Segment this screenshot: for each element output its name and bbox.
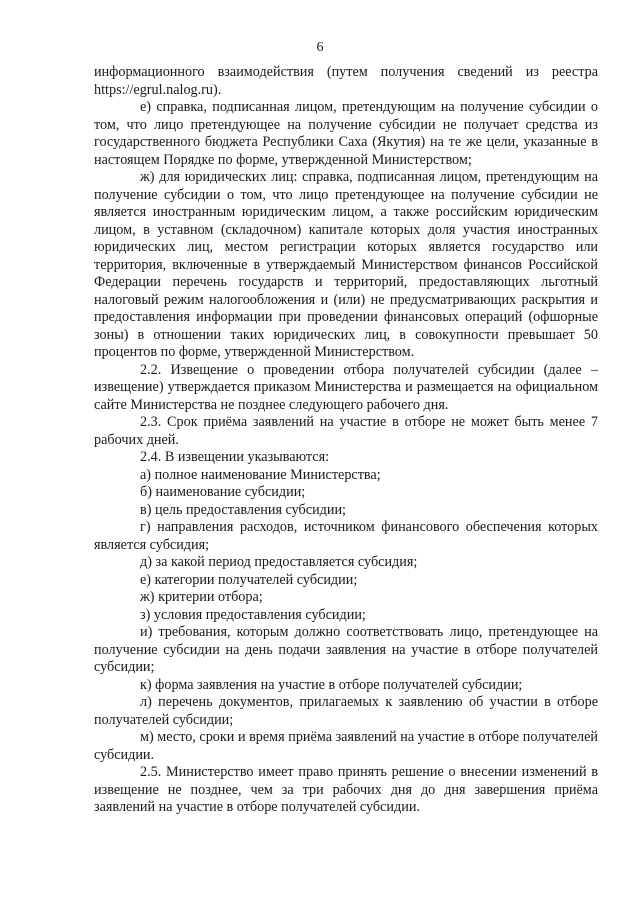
list-item-k: к) форма заявления на участие в отборе получателей субсидии; bbox=[140, 676, 523, 693]
paragraph-2-2: 2.2. Извещение о проведении отбора получателей субсидии (далее – извещение) утверждается приказом Министерства и размещается на официальном сайте Министерства не позднее следующего рабочего дня. bbox=[94, 361, 598, 413]
paragraph-2-5: 2.5. Министерство имеет право принять решение о внесении изменений в извещение не позднее, чем за три рабочих дня до дня завершения приёма заявлений на участие в отборе получателей субсидии. bbox=[94, 764, 598, 815]
page-number: 6 bbox=[316, 40, 324, 55]
list-item-z: з) условия предоставления субсидии; bbox=[140, 606, 366, 623]
list-item-zh: ж) критерии отбора; bbox=[140, 589, 263, 605]
list-item-d: д) за какой период предоставляется субсидия; bbox=[140, 554, 418, 570]
list-item-g: г) направления расходов, источником финансового обеспечения которых является субсидия; bbox=[94, 519, 598, 553]
list-item-b: б) наименование субсидии; bbox=[140, 484, 306, 500]
list-item-l: л) перечень документов, прилагаемых к заявлению об участии в отборе получателей субсидии; bbox=[94, 694, 598, 728]
paragraph-item-e: е) справка, подписанная лицом, претендующим на получение субсидии о том, что лицо претендующее на получение субсидии не получает средства из государственного бюджета Республики Саха (Якутия) на те же цели, указанные в настоящем Порядке по форме, утвержденной Министерством; bbox=[94, 99, 598, 168]
list-item-m: м) место, сроки и время приёма заявлений на участие в отборе получателей субсидии. bbox=[94, 729, 598, 763]
paragraph-2-3: 2.3. Срок приёма заявлений на участие в отборе не может быть менее 7 рабочих дней. bbox=[94, 414, 598, 448]
document-body bbox=[94, 64, 598, 817]
paragraph-2-4: 2.4. В извещении указываются: bbox=[140, 449, 330, 465]
list-item-e: е) категории получателей субсидии; bbox=[140, 571, 358, 588]
list-item-i: и) требования, которым должно соответствовать лицо, претендующее на получение субсидии на день подачи заявления на участие в отборе получателей субсидии; bbox=[94, 624, 598, 675]
paragraph-egrul-continuation: информационного взаимодействия (путем получения сведений из реестра https://egrul.nalog.ru). bbox=[94, 64, 598, 98]
list-item-a: а) полное наименование Министерства; bbox=[140, 466, 381, 483]
paragraph-item-zh: ж) для юридических лиц: справка, подписанная лицом, претендующим на получение субсидии о том, что лицо претендующее на получение субсидии не является иностранным юридическим лицом, а также российским юридическим лицом, в уставном (складочном) капитале которых доля участия иностранных юридических лиц, местом регистрации которых является государство или территория, включенные в утверждаемый Министерством финансов Российской Федерации перечень государств и территорий, предоставляющих льготный налоговый режим налогообложения и (или) не предусматривающих раскрытия и предоставления информации при проведении финансовых операций (офшорные зоны) в отношении таких юридических лиц, в совокупности превышает 50 процентов по форме, утвержденной Министерством. bbox=[94, 169, 598, 360]
list-item-v: в) цель предоставления субсидии; bbox=[140, 501, 347, 518]
